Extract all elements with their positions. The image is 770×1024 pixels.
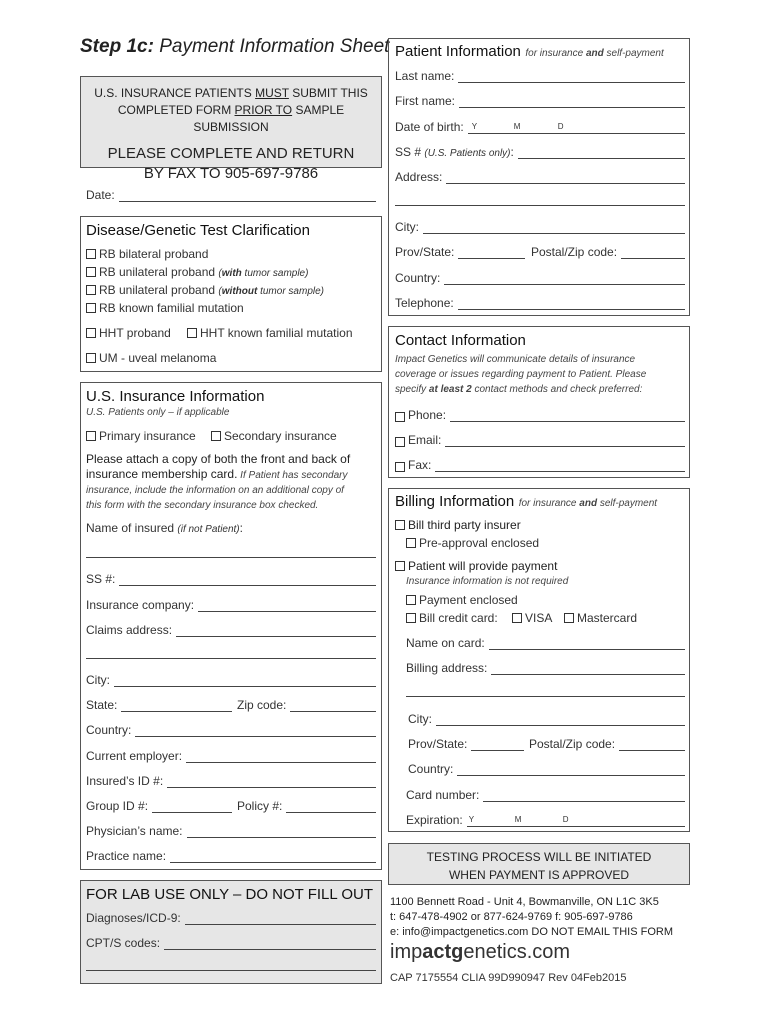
notice-box [80,76,382,182]
practice-field[interactable]: Practice name: [86,849,376,863]
attach-note: Please attach a copy of both the front and back of insurance membership card. If Patient has secondary insurance, include the information on an additional copy of this form with the secondary insurance box checked. [86,452,351,511]
card-number-field[interactable]: Card number: [406,788,685,802]
group-id-field[interactable]: Group ID #: [86,799,232,813]
checkbox-icon [406,595,416,605]
contact-phone-field[interactable]: Phone: [395,408,685,422]
last-name-field[interactable]: Last name: [395,69,685,83]
ss-field[interactable]: SS #: [86,572,376,586]
notice-line-1: U.S. INSURANCE PATIENTS MUST SUBMIT THIS [94,86,368,100]
patient-city-field[interactable]: City: [395,220,685,234]
name-insured-field[interactable]: Name of insured (if not Patient) : [86,521,243,535]
option-bill-third-party[interactable]: Bill third party insurer [395,518,521,532]
diagnoses-field: Diagnoses/ICD-9: [86,911,376,925]
option-primary-insurance[interactable]: Primary insurance [86,429,196,443]
address-line[interactable] [395,205,685,206]
option-credit-card[interactable]: Bill credit card: [406,611,498,625]
checkbox-icon [395,520,405,530]
date-label: Date: [86,188,115,202]
state-field[interactable]: State: [86,698,232,712]
checkbox-icon [86,285,96,295]
zip-field[interactable]: Zip code: [237,698,376,712]
insurance-not-required: Insurance information is not required [406,576,569,587]
patient-prov-field[interactable]: Prov/State: [395,245,525,259]
address-line-1: 1100 Bennett Road - Unit 4, Bowmanville, ON L1C 3K5 [390,896,659,908]
billing-postal-field[interactable]: Postal/Zip code: [529,737,685,751]
checkbox-icon [86,353,96,363]
option-mastercard[interactable]: Mastercard [564,611,637,625]
billing-prov-field[interactable]: Prov/State: [408,737,524,751]
contact-fax-field[interactable]: Fax: [395,458,685,472]
option-pre-approval[interactable]: Pre-approval enclosed [406,536,539,550]
address-field[interactable]: Address: [395,170,685,184]
testing-line-2: WHEN PAYMENT IS APPROVED [448,868,630,882]
page-title [80,36,389,58]
option-payment-enclosed[interactable]: Payment enclosed [406,593,518,607]
option-um[interactable]: UM - uveal melanoma [86,351,216,365]
checkbox-icon [395,437,405,447]
contact-desc: Impact Genetics will communicate details of insurance coverage or issues regarding payment to Patient. Please specify at least 2 contact methods and check preferred: [395,354,647,395]
notice-line-4: BY FAX TO 905-697-9786 [143,165,319,182]
checkbox-icon [187,328,197,338]
billing-address-field[interactable]: Billing address: [406,661,685,675]
checkbox-icon [395,561,405,571]
option-rb-unilateral-without[interactable]: RB unilateral proband (without tumor sample) [86,283,324,297]
date-field[interactable] [86,188,376,202]
notice-line-2: COMPLETED FORM PRIOR TO SAMPLE SUBMISSION [117,103,345,134]
insurance-company-field[interactable]: Insurance company: [86,598,376,612]
checkbox-icon [86,249,96,259]
cpt-line [86,970,376,971]
checkbox-icon [211,431,221,441]
billing-address-line[interactable] [406,696,685,697]
patient-heading: Patient Information for insurance and self-payment [395,43,664,60]
billing-city-field[interactable]: City: [408,712,685,726]
option-hht-familial[interactable]: HHT known familial mutation [187,326,353,340]
exp-m: M [514,815,522,824]
testing-notice [388,843,690,885]
testing-line-1: TESTING PROCESS WILL BE INITIATED [426,850,652,864]
title-text: Payment Information Sheet [159,36,390,57]
lab-heading: FOR LAB USE ONLY – DO NOT FILL OUT [86,886,374,903]
cpt-field: CPT/S codes: [86,936,376,950]
address-line-2: t: 647-478-4902 or 877-624-9769 f: 905-697-9786 [390,911,633,923]
patient-ss-field[interactable]: SS # (U.S. Patients only) : [395,145,685,159]
insured-id-field[interactable]: Insured’s ID #: [86,774,376,788]
notice-line-3: PLEASE COMPLETE AND RETURN [107,145,355,162]
checkbox-icon [86,328,96,338]
billing-country-field[interactable]: Country: [408,762,685,776]
exp-d: D [562,815,569,824]
employer-field[interactable]: Current employer: [86,749,376,763]
option-rb-unilateral-with[interactable]: RB unilateral proband (with tumor sample) [86,265,308,279]
exp-y: Y [468,815,475,824]
insurance-sub: U.S. Patients only – if applicable [86,407,230,418]
footer-codes: CAP 7175554 CLIA 99D990947 Rev 04Feb2015 [390,972,627,984]
checkbox-icon [564,613,574,623]
checkbox-icon [395,412,405,422]
claims-address-field[interactable]: Claims address: [86,623,376,637]
patient-postal-field[interactable]: Postal/Zip code: [531,245,685,259]
checkbox-icon [86,303,96,313]
insurance-heading: U.S. Insurance Information [86,388,265,405]
company-address [390,895,673,940]
policy-field[interactable]: Policy #: [237,799,376,813]
option-rb-bilateral[interactable]: RB bilateral proband [86,247,208,261]
disease-heading: Disease/Genetic Test Clarification [86,222,310,239]
dob-d: D [557,122,564,131]
checkbox-icon [86,267,96,277]
checkbox-icon [86,431,96,441]
brand-logo: impactgenetics.com [390,941,571,963]
option-hht-proband[interactable]: HHT proband [86,326,171,340]
contact-email-field[interactable]: Email: [395,433,685,447]
dob-y: Y [471,122,478,131]
country-field[interactable]: Country: [86,723,376,737]
checkbox-icon [406,538,416,548]
city-field[interactable]: City: [86,673,376,687]
name-on-card-field[interactable]: Name on card: [406,636,685,650]
checkbox-icon [512,613,522,623]
billing-heading: Billing Information for insurance and self-payment [395,493,658,510]
physician-field[interactable]: Physician’s name: [86,824,376,838]
title-step: Step 1c: [80,36,154,57]
option-secondary-insurance[interactable]: Secondary insurance [211,429,337,443]
contact-heading: Contact Information [395,332,526,349]
patient-country-field[interactable]: Country: [395,271,685,285]
address-line-3: e: info@impactgenetics.com DO NOT EMAIL THIS FORM [390,926,673,938]
name-insured-line[interactable] [86,557,376,558]
expiration-field[interactable]: Expiration: Y M D [406,813,685,827]
first-name-field[interactable]: First name: [395,94,685,108]
option-rb-familial[interactable]: RB known familial mutation [86,301,244,315]
checkbox-icon [395,462,405,472]
claims-address-line[interactable] [86,658,376,659]
option-visa[interactable]: VISA [512,611,552,625]
dob-m: M [513,122,521,131]
option-patient-payment[interactable]: Patient will provide payment [395,559,557,573]
telephone-field[interactable]: Telephone: [395,296,685,310]
dob-field[interactable]: Date of birth: Y M D [395,120,685,134]
checkbox-icon [406,613,416,623]
